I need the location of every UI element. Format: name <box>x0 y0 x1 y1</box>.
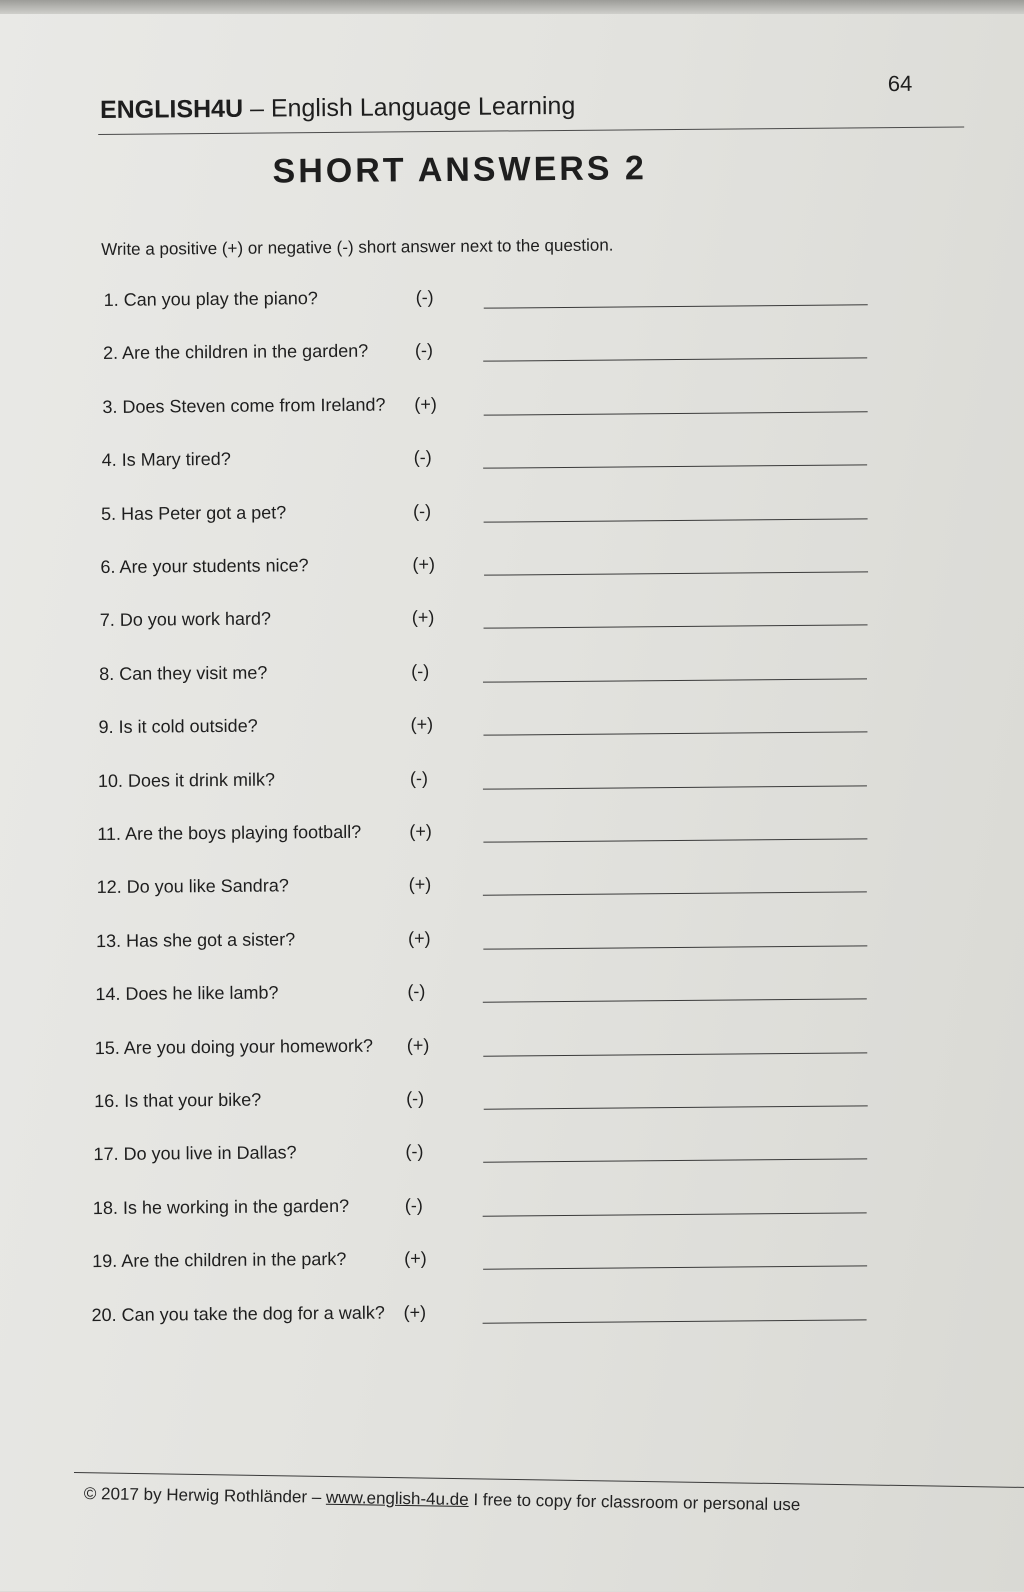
question-text: 17. Do you live in Dallas? <box>93 1143 296 1166</box>
answer-line[interactable] <box>483 945 867 949</box>
answer-sign: (+) <box>412 554 435 575</box>
answer-sign: (-) <box>405 1142 423 1163</box>
answer-sign: (-) <box>407 981 425 1002</box>
question-text: 11. Are the boys playing football? <box>97 822 361 845</box>
footer-link[interactable]: www.english-4u.de <box>326 1488 469 1509</box>
answer-sign: (-) <box>411 661 429 682</box>
question-text: 16. Is that your bike? <box>94 1090 261 1112</box>
answer-line[interactable] <box>483 1319 867 1323</box>
answer-sign: (+) <box>412 607 435 628</box>
answer-sign: (+) <box>408 928 431 949</box>
question-text: 10. Does it drink milk? <box>98 769 275 792</box>
answer-sign: (+) <box>410 714 433 735</box>
answer-sign: (-) <box>413 501 431 522</box>
answer-sign: (-) <box>410 768 428 789</box>
page-number: 64 <box>888 71 913 97</box>
answer-line[interactable] <box>483 1266 867 1270</box>
answer-sign: (-) <box>406 1088 424 1109</box>
question-text: 19. Are the children in the park? <box>92 1249 346 1272</box>
answer-sign: (+) <box>404 1302 427 1323</box>
header-subtitle: – English Language Learning <box>243 92 575 123</box>
answer-line[interactable] <box>483 1052 867 1056</box>
question-text: 8. Can they visit me? <box>99 662 267 684</box>
answer-sign: (+) <box>409 875 432 896</box>
answer-line[interactable] <box>483 678 867 682</box>
header-divider <box>98 126 964 135</box>
instruction-text: Write a positive (+) or negative (-) short answer next to the question. <box>101 236 613 260</box>
question-text: 18. Is he working in the garden? <box>93 1196 349 1219</box>
answer-sign: (-) <box>415 340 433 361</box>
answer-sign: (-) <box>405 1195 423 1216</box>
worksheet-title: SHORT ANSWERS 2 <box>272 149 647 191</box>
question-text: 12. Do you like Sandra? <box>97 876 289 899</box>
answer-line[interactable] <box>484 358 868 362</box>
question-text: 15. Are you doing your homework? <box>95 1035 373 1058</box>
answer-sign: (+) <box>404 1248 427 1269</box>
answer-sign: (+) <box>414 394 437 415</box>
question-text: 9. Is it cold outside? <box>98 716 257 738</box>
answer-line[interactable] <box>484 518 868 522</box>
answer-line[interactable] <box>483 1212 867 1216</box>
question-text: 3. Does Steven come from Ireland? <box>102 394 385 417</box>
question-list <box>0 0 1023 1</box>
question-text: 7. Do you work hard? <box>100 609 271 631</box>
question-text: 1. Can you play the piano? <box>104 288 318 311</box>
question-text: 6. Are your students nice? <box>100 555 308 578</box>
answer-line[interactable] <box>483 1105 867 1109</box>
answer-line[interactable] <box>484 411 868 415</box>
answer-line[interactable] <box>483 732 867 736</box>
answer-sign: (+) <box>409 821 432 842</box>
question-text: 4. Is Mary tired? <box>102 449 231 471</box>
question-text: 20. Can you take the dog for a walk? <box>92 1302 385 1326</box>
question-text: 5. Has Peter got a pet? <box>101 502 286 525</box>
answer-line[interactable] <box>484 465 868 469</box>
answer-line[interactable] <box>483 838 867 842</box>
answer-line[interactable] <box>484 304 868 308</box>
answer-line[interactable] <box>484 571 868 575</box>
header-title <box>100 92 576 125</box>
question-text: 13. Has she got a sister? <box>96 929 295 952</box>
answer-sign: (-) <box>414 447 432 468</box>
answer-line[interactable] <box>483 1159 867 1163</box>
footer-note: free to copy for classroom or personal use <box>483 1490 801 1514</box>
answer-line[interactable] <box>483 785 867 789</box>
question-text: 2. Are the children in the garden? <box>103 341 368 364</box>
footer-copyright: © 2017 by Herwig Rothländer – <box>84 1484 326 1507</box>
footer-separator: I <box>469 1490 483 1509</box>
answer-sign: (-) <box>416 287 434 308</box>
answer-sign: (+) <box>407 1035 430 1056</box>
answer-line[interactable] <box>484 625 868 629</box>
answer-line[interactable] <box>483 999 867 1003</box>
question-text: 14. Does he like lamb? <box>95 983 278 1006</box>
header-brand: ENGLISH4U <box>100 95 243 124</box>
answer-line[interactable] <box>483 892 867 896</box>
